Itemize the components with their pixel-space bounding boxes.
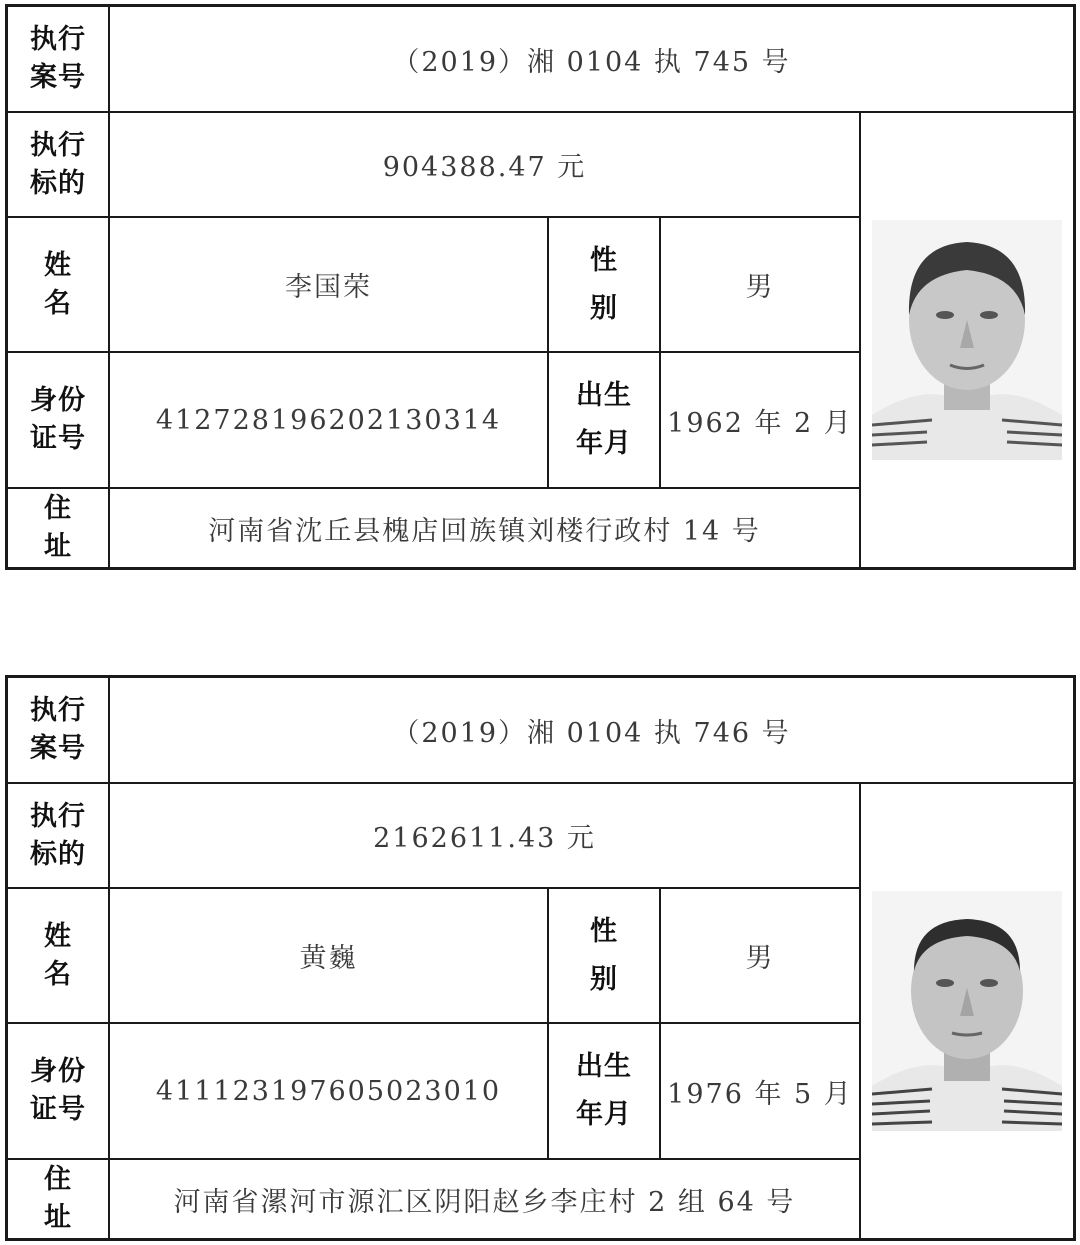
case-number-value: （2019）湘 0104 执 745 号 (392, 46, 791, 78)
case-number-value: （2019）湘 0104 执 746 号 (392, 717, 791, 749)
birth-label: 出生 年月 (576, 380, 632, 459)
person-portrait-icon (872, 891, 1062, 1131)
gender-value: 男 (745, 943, 775, 974)
address-label: 住 址 (44, 493, 72, 562)
address-label-cell (8, 1160, 108, 1238)
case-number-cell (110, 7, 1073, 111)
id-label-cell (8, 1024, 108, 1158)
id-cell (110, 353, 547, 487)
amount-label-cell (8, 113, 108, 216)
name-label: 姓 名 (44, 920, 72, 990)
name-cell (110, 889, 547, 1022)
name-value: 黄巍 (299, 943, 358, 974)
birth-value: 1962 年 2 月 (667, 407, 853, 439)
case-number-label-cell (8, 678, 108, 782)
case-number-label: 执行 案号 (30, 695, 86, 764)
address-label: 住 址 (44, 1164, 72, 1233)
case-number-label-cell (8, 7, 108, 111)
name-label-cell (8, 218, 108, 351)
id-number-label: 身份 证号 (30, 1056, 86, 1125)
gender-cell (661, 218, 859, 351)
case-number-cell (110, 678, 1073, 782)
birth-value: 1976 年 5 月 (667, 1078, 853, 1110)
gender-label: 性 别 (590, 244, 618, 324)
case-number-label: 执行 案号 (30, 24, 86, 93)
debtor-record-2 (5, 675, 1076, 1241)
amount-value: 904388.47 元 (382, 152, 587, 183)
id-number-value: 412728196202130314 (155, 404, 502, 436)
portrait-photo (861, 113, 1073, 567)
name-value: 李国荣 (285, 272, 372, 303)
name-label-cell (8, 889, 108, 1022)
amount-label: 执行 标的 (30, 129, 86, 199)
gender-label-cell (549, 218, 659, 351)
amount-cell (110, 113, 859, 216)
gender-label: 性 别 (590, 915, 618, 995)
id-number-label: 身份 证号 (30, 385, 86, 454)
id-cell (110, 1024, 547, 1158)
address-value: 河南省漯河市源汇区阴阳赵乡李庄村 2 组 64 号 (173, 1186, 796, 1218)
address-cell (110, 489, 859, 567)
portrait-photo (861, 784, 1073, 1238)
person-portrait-icon (872, 220, 1062, 460)
id-number-value: 411123197605023010 (155, 1075, 502, 1107)
birth-label: 出生 年月 (576, 1051, 632, 1130)
birth-label-cell (549, 353, 659, 487)
birth-cell (661, 1024, 859, 1158)
debtor-record-1 (5, 4, 1076, 570)
address-value: 河南省沈丘县槐店回族镇刘楼行政村 14 号 (208, 515, 761, 547)
amount-value: 2162611.43 元 (373, 823, 596, 854)
name-cell (110, 218, 547, 351)
gender-label-cell (549, 889, 659, 1022)
id-label-cell (8, 353, 108, 487)
gender-value: 男 (745, 272, 775, 303)
amount-label-cell (8, 784, 108, 887)
address-cell (110, 1160, 859, 1238)
birth-label-cell (549, 1024, 659, 1158)
gender-cell (661, 889, 859, 1022)
amount-cell (110, 784, 859, 887)
name-label: 姓 名 (44, 249, 72, 319)
amount-label: 执行 标的 (30, 800, 86, 870)
address-label-cell (8, 489, 108, 567)
birth-cell (661, 353, 859, 487)
